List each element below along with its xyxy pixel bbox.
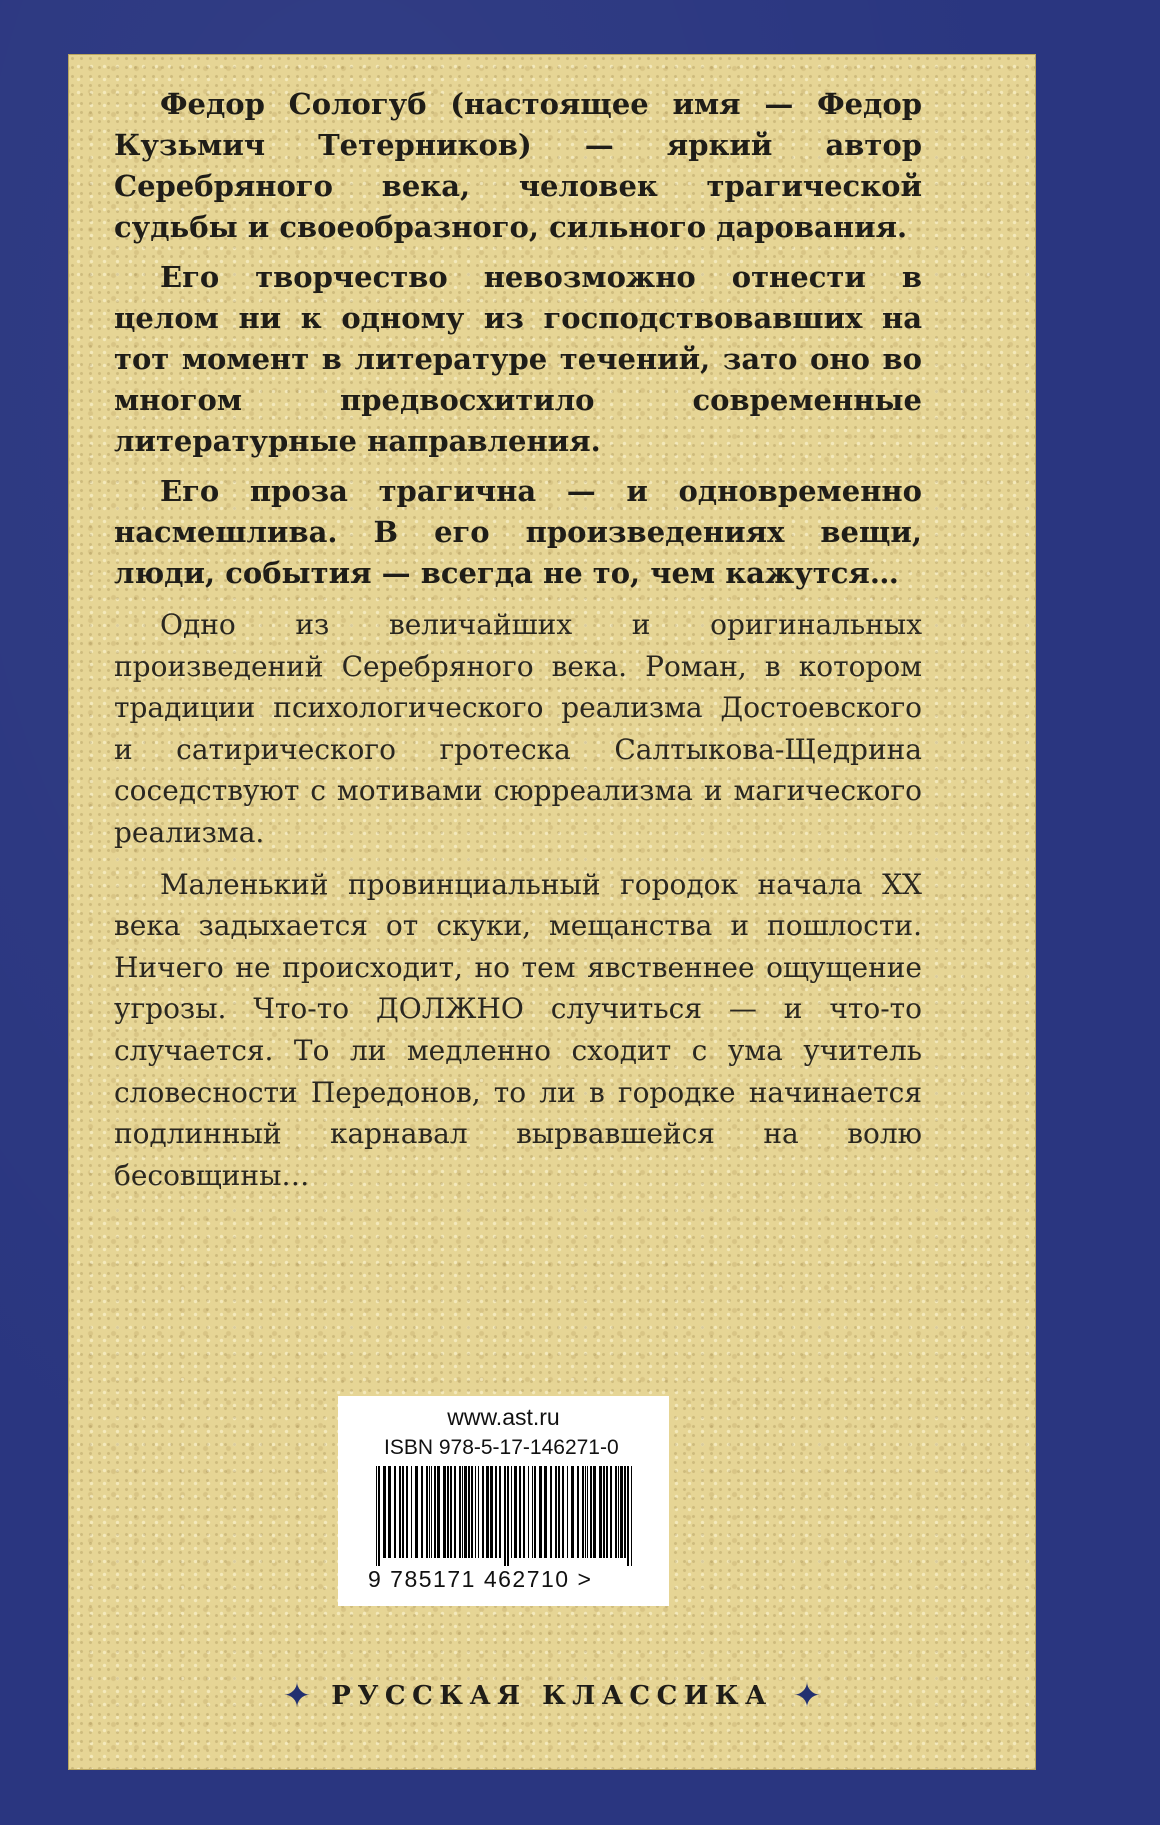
publisher-website: www.ast.ru	[447, 1404, 560, 1430]
barcode	[374, 1466, 636, 1566]
barcode-bar	[567, 1466, 568, 1558]
barcode-bar	[620, 1466, 623, 1558]
barcode-bar	[429, 1466, 430, 1558]
barcode-bar	[478, 1466, 479, 1558]
barcode-bar	[523, 1466, 525, 1558]
barcode-bar	[415, 1466, 418, 1558]
barcode-bar	[464, 1466, 467, 1558]
barcode-bar	[587, 1466, 588, 1558]
series-banner	[68, 1676, 1036, 1716]
barcode-bar	[499, 1466, 501, 1558]
barcode-bar	[459, 1466, 461, 1558]
barcode-bar	[615, 1466, 617, 1558]
barcode-bar	[468, 1466, 470, 1558]
barcode-bar	[475, 1466, 476, 1558]
barcode-bar	[577, 1466, 579, 1558]
annotation-paragraph: Маленький провинциальный городок начала XX века задыхается от скуки, мещанства и пошлости. Ничего не происходит, но тем явственнее ощущение угрозы. Что-то ДОЛЖНО случиться — и что-то случается. То ли медленно сходит с ума учитель словесности Передонов, то ли в городке начинается подлинный карнавал вырвавшейся на волю бесовщины…	[114, 867, 922, 1192]
barcode-bar	[383, 1466, 386, 1558]
ornament-star-icon: ✦	[282, 1676, 312, 1716]
author-paragraph: Его проза трагична — и одновременно насмешлива. В его произведениях вещи, люди, события — всегда не то, чем кажутся…	[114, 474, 922, 590]
barcode-bar	[454, 1466, 456, 1558]
barcode-bar	[590, 1466, 592, 1558]
barcode-bar	[532, 1466, 533, 1558]
barcode-bar	[411, 1466, 412, 1558]
barcode-bar	[443, 1466, 446, 1558]
barcode-bar	[376, 1466, 377, 1566]
barcode-bar	[434, 1466, 436, 1558]
barcode-bar	[486, 1466, 489, 1558]
barcode-bar	[447, 1466, 449, 1558]
isbn-barcode-box	[338, 1396, 669, 1606]
barcode-bar	[624, 1466, 626, 1558]
ornament-star-icon: ✦	[792, 1676, 822, 1716]
barcode-bar	[550, 1466, 552, 1558]
barcode-bar	[627, 1466, 629, 1566]
barcode-bar	[534, 1466, 536, 1558]
barcode-bar	[450, 1466, 452, 1558]
barcode-bar	[539, 1466, 542, 1558]
barcode-bar	[490, 1466, 493, 1558]
barcode-bar	[562, 1466, 564, 1558]
series-title: РУССКАЯ КЛАССИКА	[331, 1681, 773, 1711]
barcode-bar	[507, 1466, 509, 1566]
author-paragraph: Федор Сологуб (настоящее имя — Федор Кузьмич Тетерников) — яркий автор Серебряного века, человек трагической судьбы и своеобразного, сильного дарования.	[114, 87, 922, 244]
barcode-bar	[603, 1466, 605, 1558]
barcode-bar	[402, 1466, 404, 1558]
barcode-bar	[399, 1466, 401, 1558]
barcode-digits: 9 785171 462710 >	[368, 1566, 593, 1592]
barcode-bar	[426, 1466, 428, 1558]
annotation-paragraph: Одно из величайших и оригинальных произведений Серебряного века. Роман, в котором традиции психологического реализма Достоевского и сатирического гротеска Салтыкова-Щедрина соседствуют с мотивами сюрреализма и магического реализма.	[114, 608, 922, 849]
barcode-bar	[585, 1466, 586, 1558]
barcode-bar	[482, 1466, 484, 1558]
barcode-bar	[431, 1466, 432, 1558]
isbn-number: ISBN 978-5-17-146271-0	[384, 1436, 619, 1459]
barcode-bar	[528, 1466, 529, 1558]
barcode-bar	[421, 1466, 423, 1558]
barcode-bar	[437, 1466, 440, 1558]
book-annotation	[114, 604, 922, 1206]
barcode-bar	[514, 1466, 517, 1558]
barcode-bar	[495, 1466, 497, 1558]
barcode-bar	[618, 1466, 619, 1558]
barcode-bar	[582, 1466, 584, 1558]
barcode-bar	[571, 1466, 574, 1558]
barcode-bar	[593, 1466, 596, 1558]
barcode-bar	[378, 1466, 380, 1566]
barcode-bar	[406, 1466, 408, 1558]
barcode-bar	[462, 1466, 463, 1558]
barcode-bar	[610, 1466, 612, 1558]
barcode-bar	[394, 1466, 396, 1558]
barcode-bar	[519, 1466, 521, 1558]
barcode-bar	[511, 1466, 512, 1558]
barcode-bar	[504, 1466, 506, 1566]
barcode-bar	[558, 1466, 560, 1558]
barcode-bar	[555, 1466, 557, 1558]
author-paragraph: Его творчество невозможно отнести в целом ни к одному из господствовавших на тот момент в литературе течений, зато оно во многом предвосхитило современные литературные направления.	[114, 260, 922, 458]
barcode-bar	[606, 1466, 608, 1558]
barcode-bar	[388, 1466, 391, 1558]
barcode-bar	[631, 1466, 632, 1566]
barcode-bar	[599, 1466, 602, 1558]
author-description	[114, 84, 922, 603]
barcode-bar	[544, 1466, 547, 1558]
barcode-bar	[471, 1466, 473, 1558]
